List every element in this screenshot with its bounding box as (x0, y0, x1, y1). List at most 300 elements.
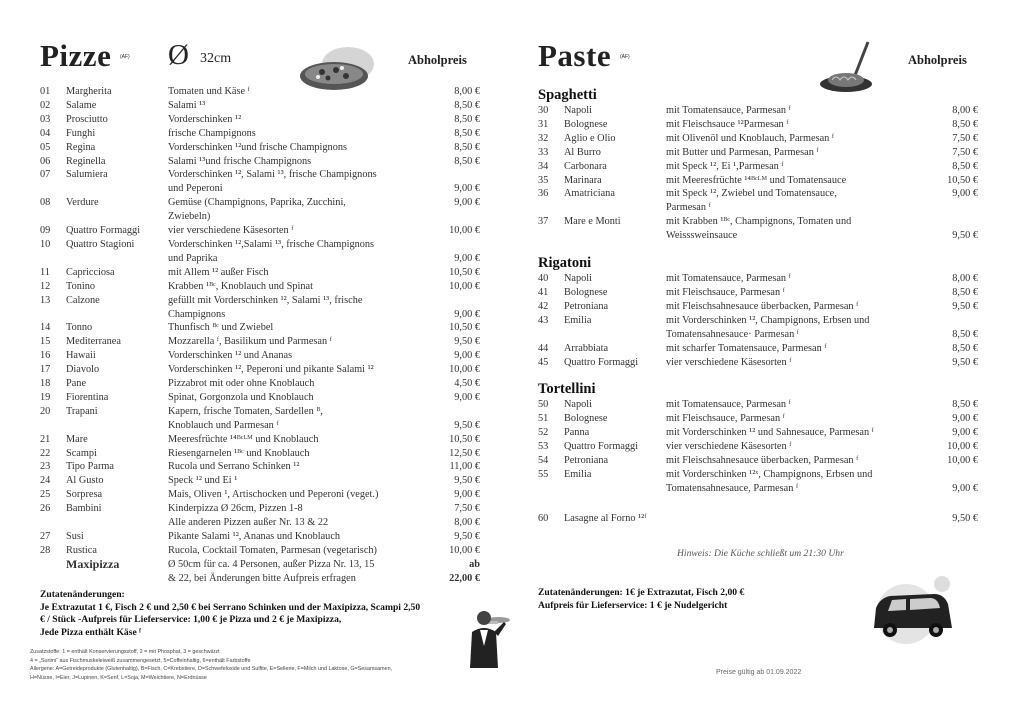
fine-line: Allergene: A=Getreideprodukte (Glutenhaltig), B=Fisch, C=Krebstiere, D=Schwefeloxide und Sulfite, E=Sellerie, F=Milch und Laktose, G=Sesamsamen, (30, 666, 393, 672)
pasta-price-header: Abholpreis (908, 53, 967, 67)
item-price: 8,50 € (952, 342, 978, 354)
menu-row (40, 447, 480, 461)
menu-row (40, 335, 480, 349)
menu-row (40, 127, 480, 141)
pizza-note-line: Zutatenänderungen: (40, 589, 125, 600)
item-price: 9,50 € (454, 531, 480, 542)
item-number: 05 (40, 141, 51, 153)
item-name: Aglio e Olio (564, 132, 616, 144)
item-price: 8,50 € (952, 160, 978, 172)
item-name: Margherita (66, 86, 112, 97)
menu-row (40, 419, 480, 433)
pizza-note-line: € / Stück -Aufpreis für Lieferservice: 1,00 € je Pizza und 2 € je Maxipizza, (40, 614, 342, 626)
item-price: 10,00 € (947, 455, 978, 467)
item-number: 01 (40, 86, 51, 97)
item-number: 35 (538, 174, 549, 186)
item-price: 10,50 € (449, 266, 480, 278)
item-price: 8,50 € (952, 399, 978, 411)
item-description: mit Meeresfrüchte ¹⁴ᴮᶜᴸᴹ und Tomatensauce (666, 174, 847, 186)
item-price: 9,50 € (454, 475, 480, 487)
item-description: & 22, bei Änderungen bitte Aufpreis erfragen (168, 572, 356, 584)
menu-row (40, 502, 480, 516)
item-number: 14 (40, 322, 51, 334)
pasta-section-heading: Spaghetti (538, 87, 597, 103)
item-number: 53 (538, 441, 549, 453)
item-number: 18 (40, 378, 51, 390)
item-description: Vorderschinken ¹² und Ananas (168, 350, 293, 362)
item-name: Tipo Parma (66, 461, 114, 473)
item-price: 9,00 € (952, 188, 978, 200)
menu-row (40, 238, 480, 252)
item-description: mit Allem ¹² außer Fisch (168, 266, 269, 278)
item-name: Maxipizza (66, 556, 120, 571)
item-name: Al Gusto (66, 475, 104, 487)
pizza-note-line: Je Extrazutat 1 €, Fisch 2 € und 2,50 € bei Serrano Schinken und der Maxipizza, Scampi 2,50 (40, 601, 421, 613)
item-number: 15 (40, 336, 51, 348)
menu-row (538, 512, 978, 526)
menu-row (538, 215, 978, 229)
item-price: 8,50 € (952, 118, 978, 130)
item-price (430, 238, 480, 252)
item-price: 8,00 € (952, 273, 978, 285)
item-description: Salami ¹³ (168, 99, 206, 111)
item-description: Meeresfrüchte ¹⁴ᴮᶜᴸᴹ und Knoblauch (168, 433, 319, 445)
item-description: Kinderpizza Ø 26cm, Pizzen 1-8 (168, 503, 303, 515)
item-description: mit scharfer Tomatensauce, Parmesan ᶠ (666, 342, 827, 354)
item-description: Alle anderen Pizzen außer Nr. 13 & 22 (168, 517, 329, 529)
item-name: Hawaii (66, 350, 96, 362)
item-name: Bolognese (564, 286, 608, 298)
item-description: Salami ¹³und frische Champignons (168, 155, 312, 167)
item-number: 31 (538, 118, 549, 130)
item-description: mit Tomatensauce, Parmesan ᶠ (666, 399, 791, 411)
menu-row (538, 412, 978, 426)
item-description: Mais, Oliven ¹, Artischocken und Peperoni (veget.) (168, 489, 379, 501)
item-price: 8,50 € (454, 113, 480, 125)
item-description: mit Tomatensauce, Parmesan ᶠ (666, 105, 791, 116)
pizza-price-header: Abholpreis (408, 53, 467, 67)
item-description: Thunfisch ᴮᶜ und Zwiebel (168, 322, 274, 334)
item-name: Napoli (564, 105, 593, 116)
menu-row (538, 201, 978, 215)
item-number (40, 516, 66, 530)
item-price (430, 168, 480, 182)
item-description: mit Fleischsauce ¹²Parmesan ᶠ (666, 118, 789, 130)
item-price: 9,00 € (454, 197, 480, 209)
item-name: Fiorentina (66, 391, 109, 403)
price-validity: Preise gültig ab 01.09.2022 (716, 669, 802, 676)
item-number: 11 (40, 266, 50, 278)
item-description: mit Olivenöl und Knoblauch, Parmesan ᶠ (666, 132, 835, 144)
fine-line: 4 = „Surimi“ aus Fischmuskeleiweiß zusammengesetzt, 5=Coffeinhaltig, 6=enthält Farbstoffe (30, 657, 251, 664)
menu-row (40, 363, 480, 377)
item-number: 51 (538, 413, 549, 425)
item-description: mit Fleischsauce, Parmesan ᶠ (666, 286, 785, 298)
item-description: mit Vorderschinken ¹², Champignons, Erbsen und (666, 314, 870, 326)
item-number: 42 (538, 300, 549, 312)
item-name: Panna (564, 427, 590, 439)
item-name: Reginella (66, 155, 106, 167)
menu-row (538, 454, 978, 468)
item-description: Tomatensahnesauce, Parmesan ᶠ (666, 482, 799, 494)
item-price (430, 294, 480, 308)
item-description: vier verschiedene Käsesorten ᶠ (168, 225, 294, 237)
item-name: Bolognese (564, 413, 608, 425)
menu-row (538, 468, 978, 482)
item-number: 07 (40, 169, 51, 181)
item-number: 28 (40, 544, 51, 556)
item-name (66, 572, 168, 586)
spacer (538, 496, 978, 512)
item-name: Pane (66, 378, 87, 390)
menu-row (40, 558, 480, 572)
item-description: mit Fleischsahnesauce überbacken, Parmesan ᶠ (666, 455, 859, 467)
item-price: 9,00 € (454, 308, 480, 320)
item-number: 43 (538, 314, 549, 326)
item-description (764, 512, 928, 526)
item-name (66, 210, 168, 224)
menu-row (40, 99, 480, 113)
item-number (40, 308, 66, 322)
item-price: 7,50 € (454, 503, 480, 515)
item-price: 8,00 € (454, 86, 480, 97)
item-name: Diavolo (66, 364, 100, 376)
item-price (928, 468, 978, 482)
item-name: Quattro Stagioni (66, 238, 135, 250)
menu-row (538, 187, 978, 201)
item-description: Pikante Salami ¹², Ananas und Knoblauch (168, 531, 341, 542)
item-description: mit Speck ¹², Ei ¹,Parmesan ᶠ (666, 160, 784, 172)
pizza-title: Pizze (40, 38, 112, 73)
item-number (538, 201, 564, 215)
item-description: mit Tomatensauce, Parmesan ᶠ (666, 273, 791, 285)
diameter-symbol: Ø (168, 39, 189, 71)
menu-row (40, 224, 480, 238)
item-price: 9,00 € (952, 482, 978, 494)
item-price: 8,50 € (952, 286, 978, 298)
item-price: 10,50 € (449, 322, 480, 334)
item-description: Tomaten und Käse ᶠ (168, 86, 250, 97)
item-name: Quattro Formaggi (564, 441, 639, 453)
item-price: 9,50 € (454, 336, 480, 348)
menu-row (40, 182, 480, 196)
item-description: Knoblauch und Parmesan ᶠ (168, 419, 279, 431)
menu-row (40, 294, 480, 308)
item-number: 02 (40, 99, 51, 111)
fine-line: H=Nüsse, I=Eier, J=Lupinen, K=Senf, L=Soja, M=Weichtiere, N=Erdnüsse (30, 674, 207, 681)
item-price: 8,00 € (952, 105, 978, 116)
menu-row (538, 440, 978, 454)
item-price: 8,50 € (454, 127, 480, 139)
item-number (40, 572, 66, 586)
item-price (928, 215, 978, 229)
item-price: 8,00 € (454, 517, 480, 529)
item-description: Riesengarnelen ¹ᴮᶜ und Knoblauch (168, 447, 310, 459)
item-description: Mozzarella ᶠ, Basilikum und Parmesan ᶠ (168, 336, 332, 348)
item-name: Mare e Monti (564, 216, 621, 228)
pasta-tag: (AF) (620, 54, 630, 60)
item-number: 06 (40, 155, 51, 167)
item-name: Emilia (564, 468, 592, 480)
item-description: Speck ¹² und Ei ¹ (168, 475, 238, 487)
menu-row (40, 308, 480, 322)
item-description: mit Speck ¹², Zwiebel und Tomatensauce, (666, 188, 837, 200)
item-name: Marinara (564, 174, 602, 186)
item-price: 9,50 € (454, 419, 480, 431)
item-name: Petroniana (564, 300, 609, 312)
item-name: Capricciosa (66, 266, 115, 278)
menu-row (40, 349, 480, 363)
item-price: ab (469, 558, 480, 570)
menu-row (538, 342, 978, 356)
item-name: Al Burro (564, 146, 601, 158)
item-price: 10,50 € (947, 174, 978, 186)
menu-row (538, 174, 978, 188)
menu-row (538, 286, 978, 300)
pizza-notes (40, 589, 490, 639)
menu-row (40, 280, 480, 294)
item-number: 41 (538, 286, 549, 298)
item-name: Salumiera (66, 169, 108, 181)
pasta-note-line: Aufpreis für Lieferservice: 1 € je Nudelgericht (538, 599, 728, 611)
item-number: 08 (40, 197, 51, 209)
item-price: 9,50 € (952, 512, 978, 524)
menu-row (40, 321, 480, 335)
item-name: Napoli (564, 273, 593, 285)
item-number: 17 (40, 364, 51, 376)
item-price: 10,50 € (449, 433, 480, 445)
item-description: mit Fleischsauce, Parmesan ᶠ (666, 413, 785, 425)
item-price: 9,50 € (952, 356, 978, 368)
item-description: Vorderschinken ¹²und frische Champignons (168, 141, 347, 153)
menu-row (538, 482, 978, 496)
item-name: Emilia (564, 314, 592, 326)
item-description: Vorderschinken ¹², Salami ¹³, frische Champignons (168, 169, 377, 181)
item-price (928, 201, 978, 215)
item-number: 54 (538, 455, 549, 467)
item-description: Vorderschinken ¹², Peperoni und pikante Salami ¹² (168, 364, 374, 376)
item-number: 12 (40, 280, 51, 292)
item-name: Arrabbiata (564, 342, 609, 354)
allergen-info (30, 648, 500, 682)
item-number: 24 (40, 475, 51, 487)
item-number (538, 328, 564, 342)
item-price: 8,50 € (454, 155, 480, 167)
diameter-label: 32cm (200, 51, 232, 66)
item-number: 44 (538, 342, 549, 354)
menu-row (40, 433, 480, 447)
item-number: 26 (40, 503, 51, 515)
item-description: und Peperoni (168, 183, 223, 195)
menu-row (538, 328, 978, 342)
menu-row (40, 210, 480, 224)
item-description: Weisssweinsauce (666, 230, 738, 242)
item-number: 27 (40, 531, 51, 542)
item-number: 34 (538, 160, 549, 172)
item-description: Parmesan ᶠ (666, 202, 711, 214)
pizza-list (40, 85, 480, 586)
item-name (66, 308, 168, 322)
item-name (564, 229, 666, 243)
item-number: 03 (40, 113, 51, 125)
item-number: 16 (40, 350, 51, 362)
pasta-list (538, 86, 978, 526)
item-name: Tonino (66, 280, 96, 292)
item-name: Regina (66, 141, 96, 153)
pasta-note-line: Zutatenänderungen: 1€ je Extrazutat, Fisch 2,00 € (538, 587, 745, 598)
pasta-title: Paste (538, 38, 612, 73)
menu-row (40, 572, 480, 586)
menu-row (40, 141, 480, 155)
item-price: 9,00 € (454, 391, 480, 403)
menu-row (40, 544, 480, 558)
pizza-note-line: Jede Pizza enthält Käse ᶠ (40, 626, 141, 638)
item-description: Champignons (168, 308, 226, 320)
item-number: 30 (538, 105, 549, 116)
item-name (66, 252, 168, 266)
item-price: 4,50 € (454, 378, 480, 390)
item-name: Carbonara (564, 160, 607, 172)
item-price (430, 405, 480, 419)
item-price: 9,00 € (454, 252, 480, 264)
item-name (66, 182, 168, 196)
item-description: Rucola und Serrano Schinken ¹² (168, 461, 300, 473)
item-price: 7,50 € (952, 146, 978, 158)
item-description: Kapern, frische Tomaten, Sardellen ᴮ, (168, 405, 323, 417)
item-number: 60 (538, 512, 549, 524)
pasta-section-heading: Tortellini (538, 381, 596, 398)
menu-row (40, 391, 480, 405)
item-number: 19 (40, 391, 51, 403)
menu-row (538, 426, 978, 440)
item-price (430, 210, 480, 224)
menu-row (538, 132, 978, 146)
menu-row (40, 155, 480, 169)
item-description: und Paprika (168, 252, 218, 264)
item-number: 21 (40, 433, 51, 445)
item-description: Rucola, Cocktail Tomaten, Parmesan (vegetarisch) (168, 544, 377, 556)
item-description: mit Vorderschinken ¹²ˣ, Champignons, Erbsen und (666, 468, 873, 480)
menu-row (538, 146, 978, 160)
item-description: Zwiebeln) (168, 211, 211, 223)
menu-row (40, 85, 480, 99)
menu-row (40, 530, 480, 544)
item-price: 22,00 € (449, 572, 480, 584)
menu-row (40, 474, 480, 488)
item-price: 9,00 € (454, 489, 480, 501)
menu-row (40, 377, 480, 391)
menu-row (40, 516, 480, 530)
item-price: 9,00 € (952, 413, 978, 425)
item-number: 22 (40, 447, 51, 459)
item-price: 9,00 € (454, 183, 480, 195)
item-number: 04 (40, 127, 51, 139)
item-name: Bolognese (564, 118, 608, 130)
item-name: Prosciutto (66, 113, 108, 125)
item-name (564, 328, 666, 342)
menu-row (538, 272, 978, 286)
kitchen-hint: Hinweis: Die Küche schließt um 21:30 Uhr (677, 548, 844, 559)
delivery-van-icon (868, 574, 960, 646)
item-description: Gemüse (Champignons, Paprika, Zucchini, (168, 197, 346, 209)
item-price: 10,00 € (947, 441, 978, 453)
item-description: mit Fleischsahnesauce überbacken, Parmesan ᶠ (666, 300, 859, 312)
item-name: Rustica (66, 544, 97, 556)
item-description: Tomatensahnesauce· Parmesan ᶠ (666, 328, 799, 340)
item-name: Funghi (66, 127, 96, 139)
menu-row (538, 356, 978, 370)
item-name: Quattro Formaggi (564, 356, 639, 368)
fine-line: Zusatzstoffe: 1 = enthält Konservierungsstoff, 2 = mit Phosphat, 3 = geschwärzt (30, 649, 220, 655)
menu-row (40, 252, 480, 266)
item-number: 52 (538, 427, 549, 439)
item-name: Lasagne al Forno ¹²ᶠ (564, 512, 647, 524)
item-number: 13 (40, 294, 51, 306)
item-number (40, 419, 66, 433)
item-name: Tonno (66, 322, 93, 334)
item-number (40, 182, 66, 196)
item-name: Mare (66, 433, 88, 445)
item-price: 10,00 € (449, 364, 480, 376)
item-description: gefüllt mit Vorderschinken ¹², Salami ¹³, frische (168, 294, 363, 306)
menu-row (538, 104, 978, 118)
menu-row (40, 266, 480, 280)
item-price: 9,00 € (454, 350, 480, 362)
item-number: 10 (40, 238, 51, 250)
item-price: 10,00 € (449, 280, 480, 292)
item-name (66, 419, 168, 433)
item-number (40, 252, 66, 266)
menu-row (40, 488, 480, 502)
item-number: 23 (40, 461, 51, 473)
item-number: 55 (538, 468, 549, 480)
item-name: Mediterranea (66, 336, 121, 348)
item-number (538, 229, 564, 243)
item-description: vier verschiedene Käsesorten ᶠ (666, 356, 792, 368)
pasta-header (538, 38, 978, 74)
item-number: 32 (538, 132, 549, 144)
item-price: 9,00 € (952, 427, 978, 439)
item-name: Verdure (66, 197, 99, 209)
item-name: Napoli (564, 399, 593, 411)
item-number: 25 (40, 489, 51, 501)
menu-row (538, 300, 978, 314)
item-price: 8,50 € (454, 141, 480, 153)
item-price: 11,00 € (449, 461, 480, 473)
item-number: 45 (538, 356, 549, 368)
item-price: 10,00 € (449, 225, 480, 237)
item-number: 09 (40, 225, 51, 237)
item-number: 36 (538, 188, 549, 200)
item-price: 9,50 € (952, 300, 978, 312)
item-number (40, 210, 66, 224)
menu-row (40, 113, 480, 127)
item-description: vier verschiedene Käsesorten ᶠ (666, 441, 792, 453)
item-number: 20 (40, 405, 51, 417)
item-name (564, 482, 666, 496)
item-description: frische Champignons (168, 127, 256, 139)
item-price (928, 314, 978, 328)
item-description: Ø 50cm für ca. 4 Personen, außer Pizza Nr. 13, 15 (168, 558, 375, 570)
menu-row (40, 460, 480, 474)
item-number: 33 (538, 146, 549, 158)
item-number (538, 482, 564, 496)
pizza-tag: (AF) (120, 54, 130, 60)
menu-row (538, 118, 978, 132)
item-number: 40 (538, 273, 549, 285)
item-name: Scampi (66, 447, 97, 459)
item-description: mit Krabben ¹ᴮᶜ, Champignons, Tomaten und (666, 216, 852, 228)
